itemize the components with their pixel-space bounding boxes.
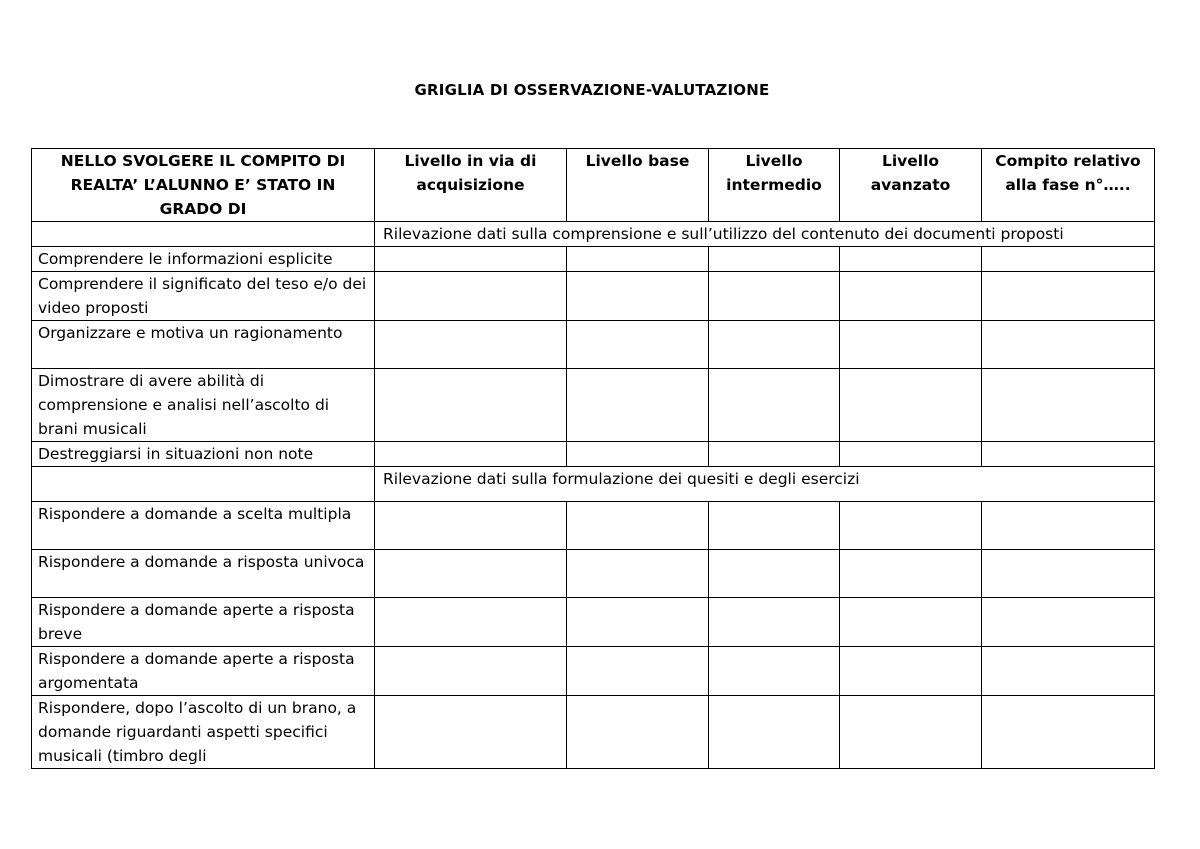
grid-cell	[375, 369, 567, 442]
grid-cell	[982, 247, 1155, 272]
grid-cell	[375, 247, 567, 272]
header-level-advanced: Livello avanzato	[840, 149, 982, 222]
grid-cell	[567, 442, 709, 467]
grid-cell	[982, 502, 1155, 550]
grid-cell	[709, 442, 840, 467]
criterion-cell: Destreggiarsi in situazioni non note	[32, 442, 375, 467]
section-row	[32, 222, 1155, 247]
grid-cell	[840, 598, 982, 647]
grid-cell	[709, 550, 840, 598]
table-row	[32, 696, 1155, 769]
grid-cell	[567, 550, 709, 598]
grid-cell	[709, 502, 840, 550]
grid-cell	[982, 442, 1155, 467]
grid-cell	[840, 247, 982, 272]
grid-cell	[982, 321, 1155, 369]
evaluation-grid	[31, 148, 1155, 769]
header-level-intermediate: Livello intermedio	[709, 149, 840, 222]
criterion-cell: Comprendere il significato del teso e/o dei video proposti	[32, 272, 375, 321]
grid-cell	[567, 696, 709, 769]
grid-cell	[840, 272, 982, 321]
table-row	[32, 647, 1155, 696]
table-row	[32, 321, 1155, 369]
section-empty-cell	[32, 467, 375, 502]
grid-cell	[709, 272, 840, 321]
grid-cell	[567, 598, 709, 647]
grid-cell	[709, 598, 840, 647]
grid-cell	[567, 321, 709, 369]
grid-cell	[982, 696, 1155, 769]
criterion-cell: Organizzare e motiva un ragionamento	[32, 321, 375, 369]
table-row	[32, 598, 1155, 647]
table-row	[32, 442, 1155, 467]
document-title: GRIGLIA DI OSSERVAZIONE-VALUTAZIONE	[414, 81, 770, 99]
grid-cell	[982, 369, 1155, 442]
grid-cell	[709, 696, 840, 769]
grid-cell	[840, 321, 982, 369]
header-task-phase: Compito relativo alla fase n°…..	[982, 149, 1155, 222]
grid-cell	[567, 247, 709, 272]
grid-cell	[982, 272, 1155, 321]
criterion-cell: Rispondere a domande aperte a risposta breve	[32, 598, 375, 647]
grid-cell	[709, 321, 840, 369]
grid-cell	[375, 502, 567, 550]
criterion-cell: Rispondere a domande aperte a risposta argomentata	[32, 647, 375, 696]
criterion-cell: Rispondere a domande a risposta univoca	[32, 550, 375, 598]
grid-cell	[709, 647, 840, 696]
table-row	[32, 247, 1155, 272]
grid-cell	[840, 550, 982, 598]
grid-cell	[375, 550, 567, 598]
criterion-cell: Rispondere, dopo l’ascolto di un brano, a domande riguardanti aspetti specifici musicali (timbro degli	[32, 696, 375, 769]
grid-cell	[840, 502, 982, 550]
header-level-acquisition: Livello in via di acquisizione	[375, 149, 567, 222]
grid-cell	[709, 247, 840, 272]
grid-cell	[375, 442, 567, 467]
section-label: Rilevazione dati sulla comprensione e sull’utilizzo del contenuto dei documenti proposti	[375, 222, 1155, 247]
grid-cell	[375, 321, 567, 369]
header-row	[32, 149, 1155, 222]
grid-cell	[567, 369, 709, 442]
grid-cell	[375, 272, 567, 321]
grid-cell	[982, 598, 1155, 647]
grid-cell	[840, 442, 982, 467]
criterion-cell: Comprendere le informazioni esplicite	[32, 247, 375, 272]
table-row	[32, 502, 1155, 550]
grid-cell	[375, 647, 567, 696]
grid-cell	[840, 369, 982, 442]
grid-cell	[567, 272, 709, 321]
grid-cell	[982, 647, 1155, 696]
grid-cell	[840, 647, 982, 696]
table-row	[32, 550, 1155, 598]
grid-cell	[840, 696, 982, 769]
criterion-cell: Dimostrare di avere abilità di comprensione e analisi nell’ascolto di brani musicali	[32, 369, 375, 442]
section-row	[32, 467, 1155, 502]
table-row	[32, 369, 1155, 442]
grid-cell	[567, 502, 709, 550]
table-row	[32, 272, 1155, 321]
criterion-cell: Rispondere a domande a scelta multipla	[32, 502, 375, 550]
header-criteria: NELLO SVOLGERE IL COMPITO DI REALTA’ L’ALUNNO E’ STATO IN GRADO DI	[32, 149, 375, 222]
grid-cell	[982, 550, 1155, 598]
grid-cell	[709, 369, 840, 442]
header-level-base: Livello base	[567, 149, 709, 222]
section-empty-cell	[32, 222, 375, 247]
section-label: Rilevazione dati sulla formulazione dei quesiti e degli esercizi	[375, 467, 1155, 502]
grid-cell	[567, 647, 709, 696]
grid-cell	[375, 598, 567, 647]
grid-cell	[375, 696, 567, 769]
